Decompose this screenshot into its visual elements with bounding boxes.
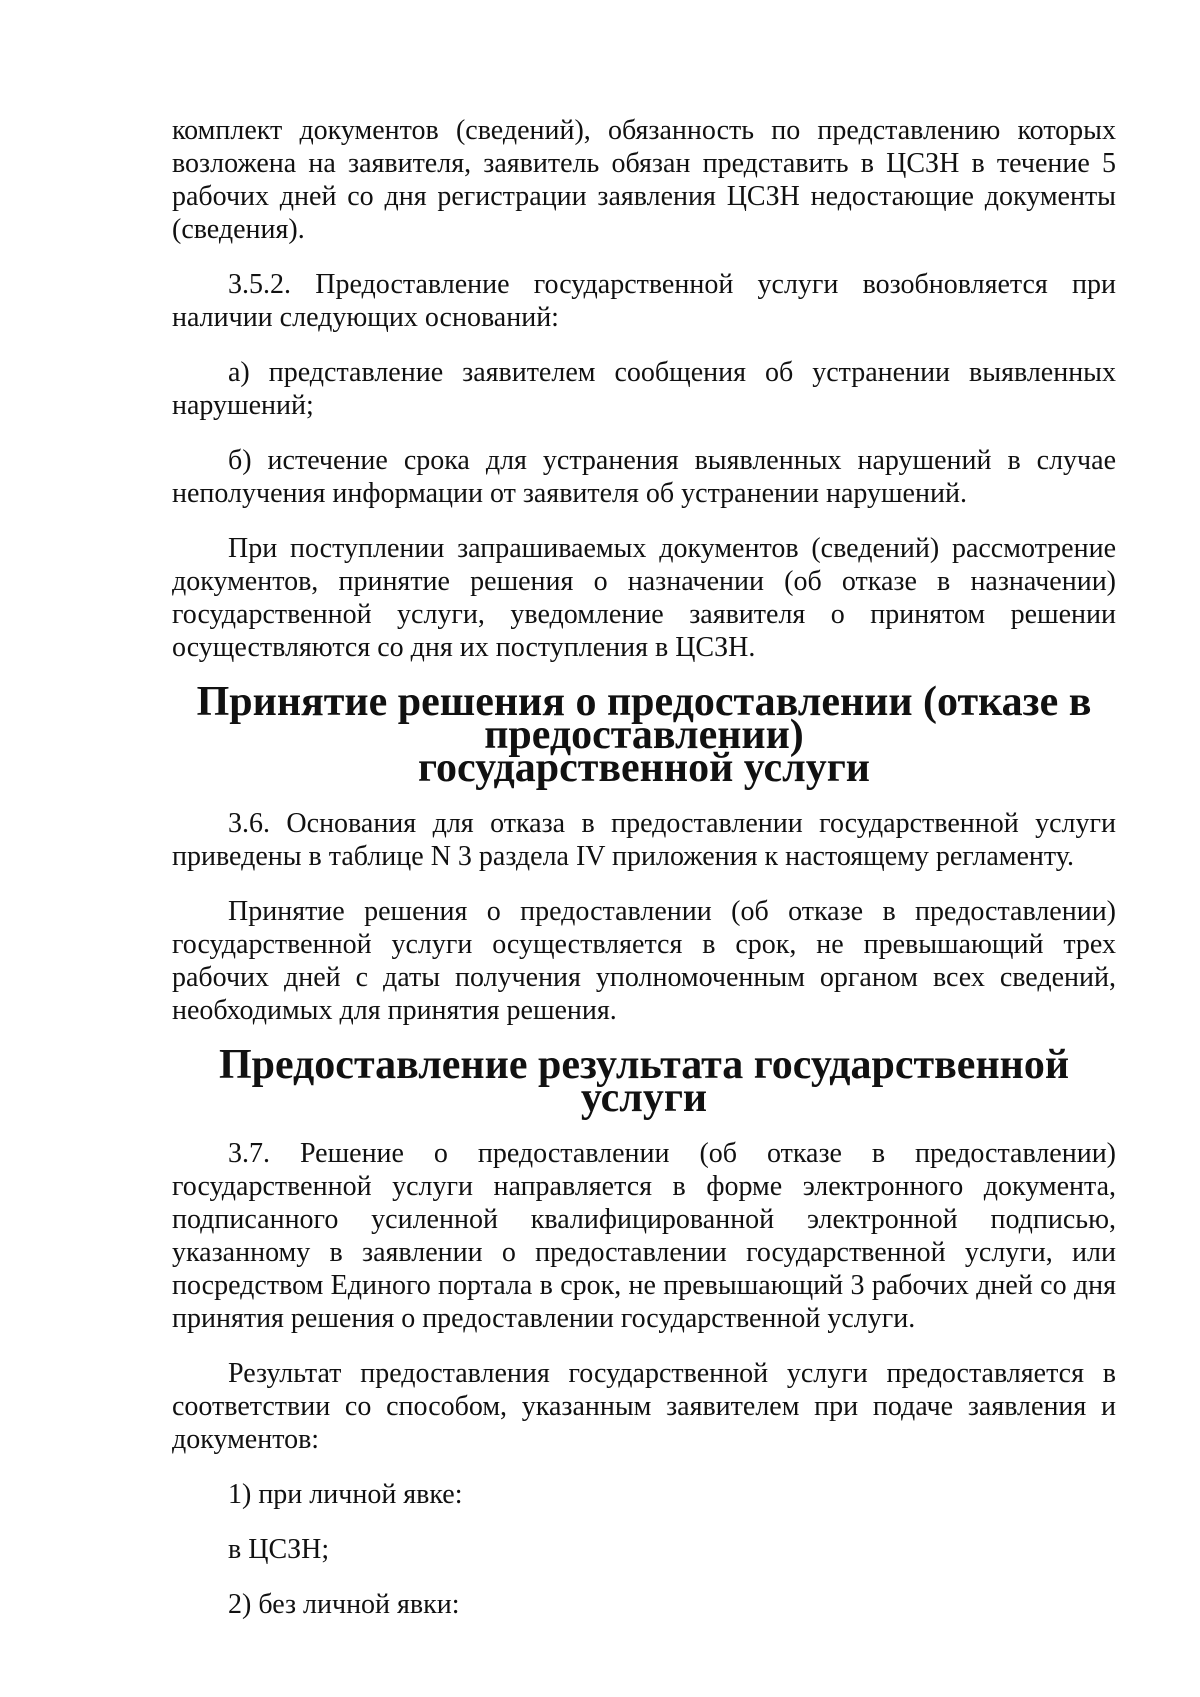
section-heading-decision-line1: Принятие решения о предоставлении (отказе в предоставлении) <box>196 679 1092 758</box>
paragraph-item-a: а) представление заявителем сообщения об устранении выявленных нарушений; <box>172 357 1116 421</box>
section-heading-decision <box>172 679 1116 791</box>
section-heading-decision-line2: государственной услуги <box>418 745 870 791</box>
list-item-cszn: в ЦСЗН; <box>228 1534 330 1565</box>
paragraph-3-6: 3.6. Основания для отказа в предоставлении государственной услуги приведены в таблице N 3 раздела IV приложения к настоящему регламенту. <box>172 808 1116 872</box>
paragraph-item-b: б) истечение срока для устранения выявленных нарушений в случае неполучения информации от заявителя об устранении нарушений. <box>172 445 1116 509</box>
paragraph-documents-deadline: комплект документов (сведений), обязанность по представлению которых возложена на заявителя, заявитель обязан представить в ЦСЗН в течение 5 рабочих дней со дня регистрации заявления ЦСЗН недостающие документы (сведения). <box>172 115 1116 245</box>
paragraph-decision-term: Принятие решения о предоставлении (об отказе в предоставлении) государственной услуги осуществляется в срок, не превышающий трех рабочих дней с даты получения уполномоченным органом всех сведений, необходимых для принятия решения. <box>172 896 1116 1026</box>
section-heading-result: Предоставление результата государственной услуги <box>218 1042 1070 1121</box>
paragraph-result-method: Результат предоставления государственной услуги предоставляется в соответствии со способом, указанным заявителем при подаче заявления и документов: <box>172 1358 1116 1455</box>
list-item-remote: 2) без личной явки: <box>228 1589 460 1620</box>
document-page <box>172 114 1116 1643</box>
paragraph-3-7: 3.7. Решение о предоставлении (об отказе в предоставлении) государственной услуги направляется в форме электронного документа, подписанного усиленной квалифицированной электронной подписью, указанному в заявлении о предоставлении государственной услуги, или посредством Единого портала в срок, не превышающий 3 рабочих дней со дня принятия решения о предоставлении государственной услуги. <box>172 1138 1116 1334</box>
list-item-personal: 1) при личной явке: <box>228 1479 463 1510</box>
paragraph-documents-received: При поступлении запрашиваемых документов (сведений) рассмотрение документов, принятие решения о назначении (об отказе в назначении) государственной услуги, уведомление заявителя о принятом решении осуществляются со дня их поступления в ЦСЗН. <box>172 533 1116 663</box>
paragraph-3-5-2: 3.5.2. Предоставление государственной услуги возобновляется при наличии следующих оснований: <box>172 269 1116 333</box>
